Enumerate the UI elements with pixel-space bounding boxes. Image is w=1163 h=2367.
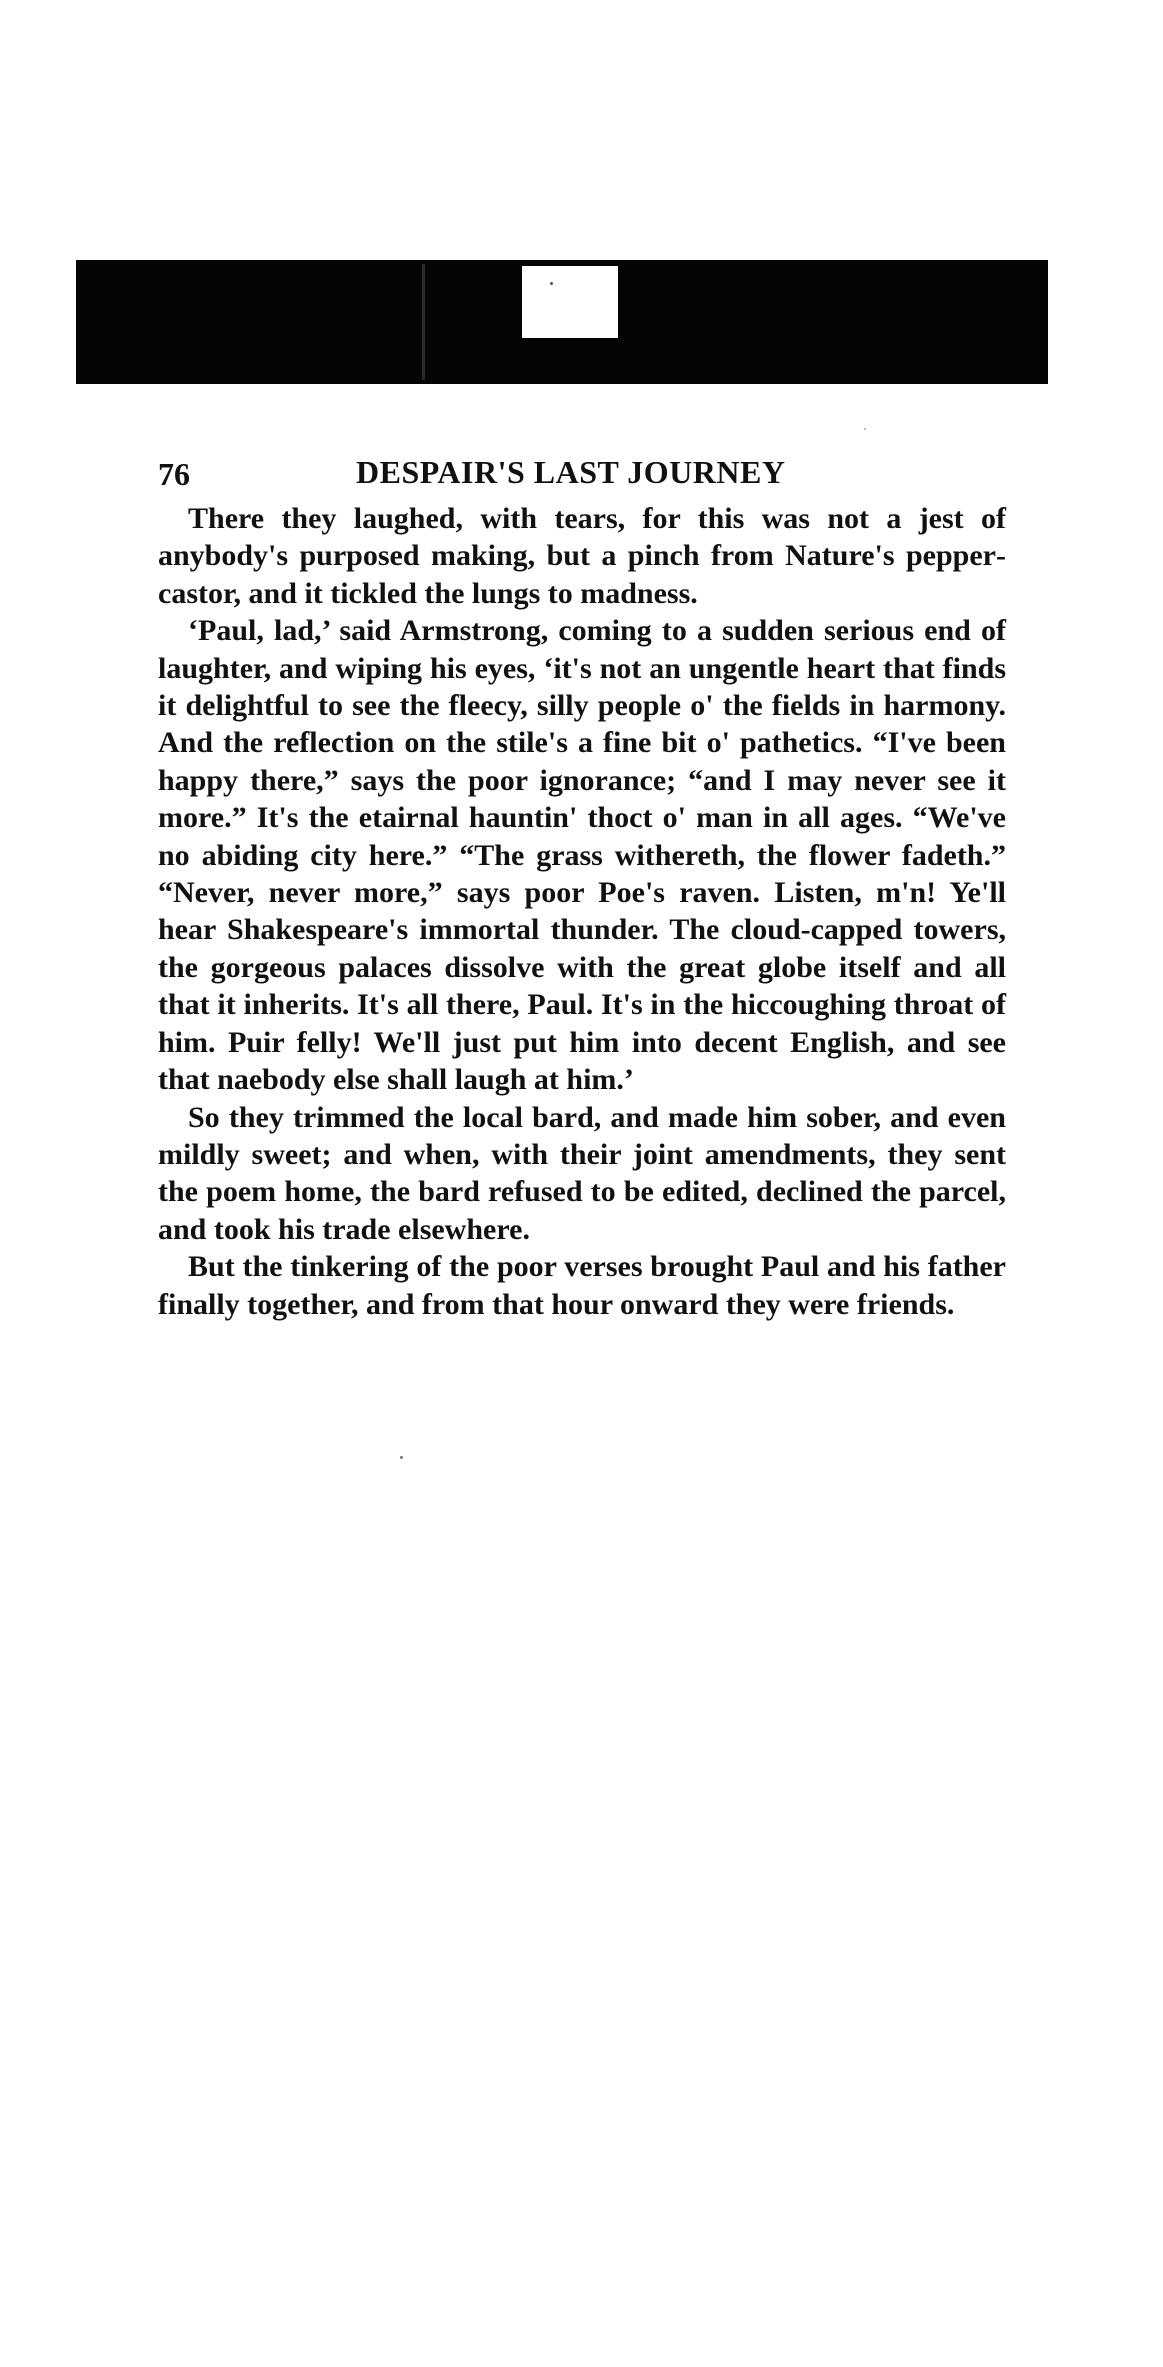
scan-artifact-bar — [76, 260, 1048, 384]
scan-speck — [550, 282, 553, 285]
page-number: 76 — [158, 456, 190, 492]
paragraph: So they trimmed the local bard, and made him sober, and even mildly sweet; and when, with their joint amendments, they sent the poem home, the bard refused to be edited, declined the parcel, and took his trade elsewhere. — [158, 1100, 1006, 1246]
scan-artifact-notch — [422, 264, 425, 380]
body-text — [158, 500, 1006, 1323]
running-head — [158, 448, 1006, 500]
paragraph: ‘Paul, lad,’ said Armstrong, coming to a sudden serious end of laughter, and wiping his eyes, ‘it's not an ungentle heart that finds it delightful to see the fleecy, silly people o' the fields in harmony. And the reflection on the stile's a fine bit o' pathetics. “I've been happy there,” says the poor ignorance; “and I may never see it more.” It's the etairnal hauntin' thoct o' man in all ages. “We've no abiding city here.” “The grass withereth, the flower fadeth.” “Never, never more,” says poor Poe's raven. Listen, m'n! Ye'll hear Shakespeare's immortal thunder. The cloud-capped towers, the gorgeous palaces dissolve with the great globe itself and all that it inherits. It's all there, Paul. It's in the hiccoughing throat of him. Puir felly! We'll just put him into decent English, and see that naebody else shall laugh at him.’ — [158, 614, 1006, 1097]
paragraph: There they laughed, with tears, for this was not a jest of anybody's purposed making, but a pinch from Nature's peppercastor, and it tickled the lungs to madness. — [158, 502, 1006, 610]
paragraph: But the tinkering of the poor verses brought Paul and his father finally together, and from that hour onward they were friends. — [158, 1250, 1006, 1321]
running-title: DESPAIR'S LAST JOURNEY — [356, 454, 786, 490]
book-page — [158, 448, 1006, 1323]
scan-artifact-block — [522, 266, 618, 338]
scan-speck — [864, 428, 866, 430]
scan-speck — [400, 1456, 403, 1459]
